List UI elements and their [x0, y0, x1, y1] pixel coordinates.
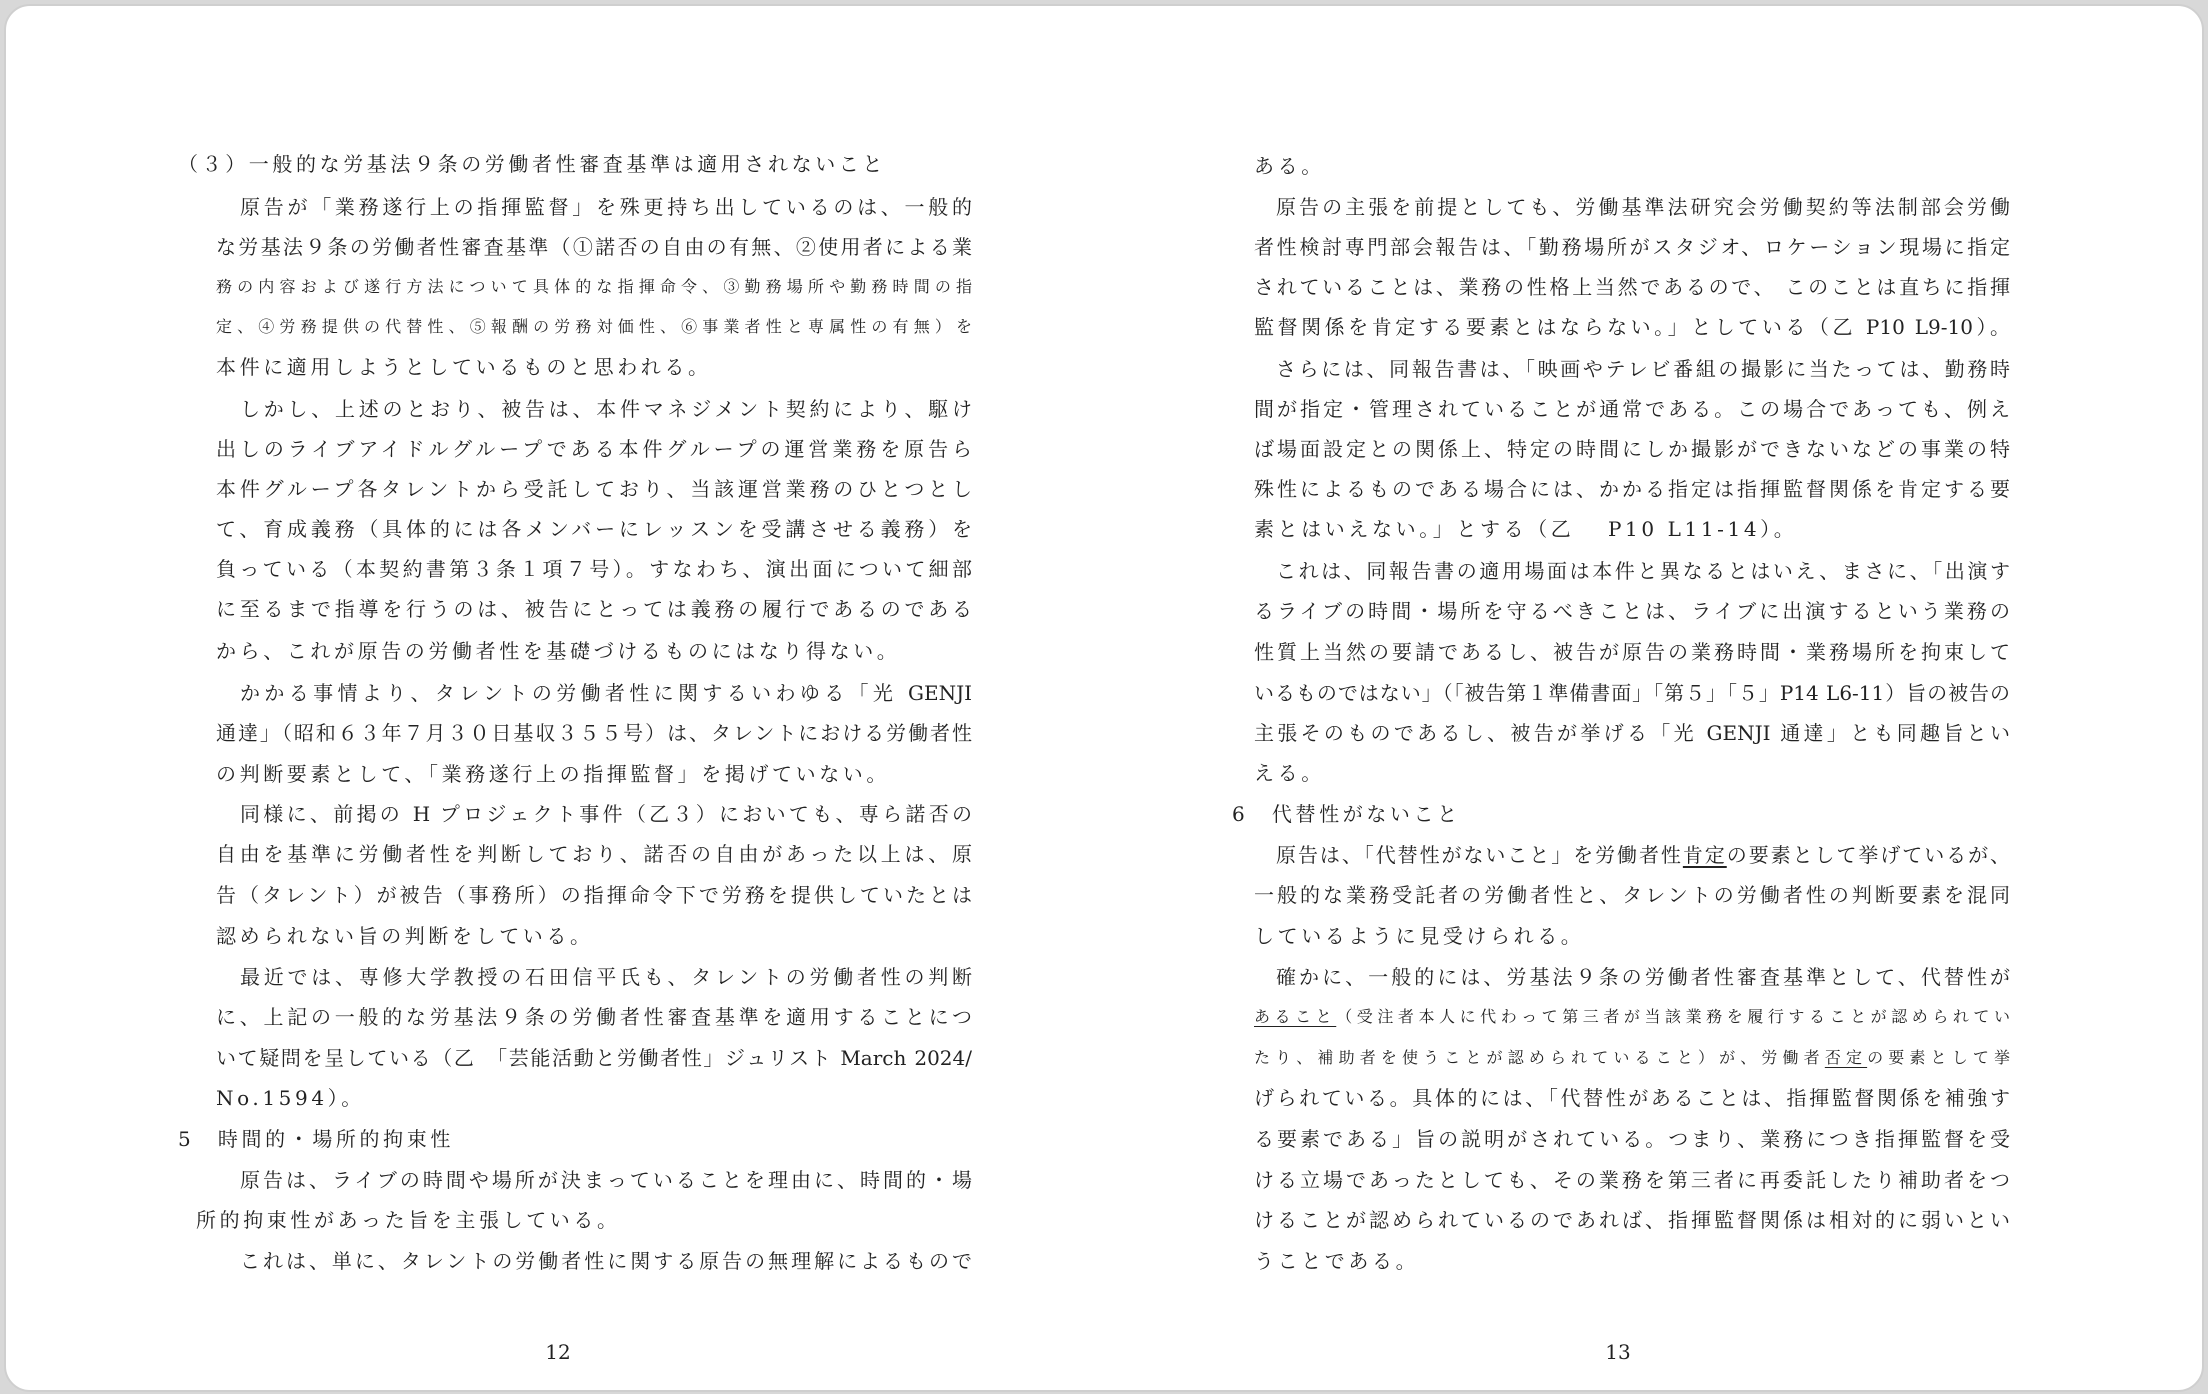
- text-line: さらには、同報告書は、「映画やテレビ番組の撮影に当たっては、勤務時: [1276, 357, 2010, 381]
- underlined-text: あること: [1254, 1007, 1337, 1026]
- text-line: 一般的な業務受託者の労働者性と、タレントの労働者性の判断要素を混同: [1254, 883, 2010, 907]
- text-line: ある。: [1254, 154, 1325, 178]
- text-line: に、上記の一般的な労基法９条の労働者性審査基準を適用することにつ: [216, 1005, 972, 1029]
- text-line: に至るまで指導を行うのは、被告にとっては義務の履行であるのである: [216, 597, 972, 621]
- text-line: うことである。: [1254, 1249, 1420, 1273]
- text-line: かかる事情より、タレントの労働者性に関するいわゆる「光 GENJI: [240, 681, 972, 705]
- text-line: から、これが原告の労働者性を基礎づけるものにはなり得ない。: [216, 639, 901, 663]
- page-13: [1106, 6, 2202, 1390]
- text-line: 確かに、一般的には、労基法９条の労働者性審査基準として、代替性が: [1276, 965, 2010, 989]
- text-line: 間が指定・管理されていることが通常である。この場合であっても、例え: [1254, 397, 2010, 421]
- text-line: しているように見受けられる。: [1254, 924, 1585, 948]
- text-line: 出しのライブアイドルグループである本件グループの運営業務を原告ら: [216, 437, 972, 461]
- text-line: 定、④労務提供の代替性、⑤報酬の労務対価性、⑥事業者性と専属性の有無）を: [216, 317, 972, 336]
- text-line: たり、補助者を使うことが認められていること）が、労働者否定の要素として挙: [1254, 1048, 2010, 1067]
- text-line: 原告が「業務遂行上の指揮監督」を殊更持ち出しているのは、一般的: [240, 195, 972, 219]
- page-number: 12: [545, 1340, 571, 1364]
- text-line: 告（タレント）が被告（事務所）の指揮命令下で労務を提供していたとは: [216, 883, 972, 907]
- text-line: 務の内容および遂行方法について具体的な指揮命令、③勤務場所や勤務時間の指: [216, 277, 972, 296]
- page-12: [6, 6, 1106, 1390]
- underlined-text: 否定: [1824, 1048, 1868, 1067]
- text-line: 最近では、専修大学教授の石田信平氏も、タレントの労働者性の判断: [240, 965, 972, 989]
- text-line: されていることは、業務の性格上当然であるので、 このことは直ちに指揮: [1254, 275, 2010, 299]
- text-line: これは、単に、タレントの労働者性に関する原告の無理解によるもので: [240, 1249, 972, 1273]
- text-line: 同様に、前掲の H プロジェクト事件（乙３）においても、専ら諾否の: [240, 802, 972, 826]
- text-line: 者性検討専門部会報告は、「勤務場所がスタジオ、ロケーション現場に指定: [1254, 235, 2010, 259]
- text-line: て、育成義務（具体的には各メンバーにレッスンを受講させる義務）を: [216, 517, 972, 541]
- text-line: 原告は、「代替性がないこと」を労働者性肯定の要素として挙げているが、: [1276, 843, 2011, 867]
- text-line: 本件に適用しようとしているものと思われる。: [216, 355, 712, 379]
- underlined-text: 肯定: [1682, 843, 1727, 867]
- text-line: No.1594）。: [216, 1086, 365, 1110]
- text-line: 主張そのものであるし、被告が挙げる「光 GENJI 通達」とも同趣旨とい: [1254, 721, 2010, 745]
- section-heading-5: 5 時間的・場所的拘束性: [178, 1127, 454, 1151]
- text-line: けることが認められているのであれば、指揮監督関係は相対的に弱いとい: [1254, 1208, 2010, 1232]
- text-line: 負っている（本契約書第３条１項７号）。すなわち、演出面について細部: [216, 557, 972, 581]
- text-line: 所的拘束性があった旨を主張している。: [196, 1208, 621, 1232]
- text-line: ける立場であったとしても、その業務を第三者に再委託したり補助者をつ: [1254, 1168, 2010, 1192]
- text-line: な労基法９条の労働者性審査基準（①諾否の自由の有無、②使用者による業: [216, 235, 972, 259]
- text-line: しかし、上述のとおり、被告は、本件マネジメント契約により、駆け: [240, 397, 972, 421]
- text-line: 素とはいえない。」とする（乙 P10 L11-14）。: [1254, 517, 1798, 541]
- text-line: 原告は、ライブの時間や場所が決まっていることを理由に、時間的・場: [240, 1168, 972, 1192]
- text-line: いるものではない」（「被告第１準備書面」「第５」「５」P14 L6-11）旨の被告の: [1254, 681, 2010, 705]
- text-line: 通達」（昭和６３年７月３０日基収３５５号）は、タレントにおける労働者性: [216, 721, 972, 745]
- text-line: 性質上当然の要請であるし、被告が原告の業務時間・業務場所を拘束して: [1254, 640, 2010, 664]
- document-viewer: [4, 4, 2204, 1392]
- text-line: これは、同報告書の適用場面は本件と異なるとはいえ、まさに、「出演す: [1276, 559, 2010, 583]
- text-line: る要素である」旨の説明がされている。つまり、業務につき指揮監督を受: [1254, 1127, 2010, 1151]
- text-line: ば場面設定との関係上、特定の時間にしか撮影ができないなどの事業の特: [1254, 437, 2010, 461]
- section-heading-6: 6 代替性がないこと: [1232, 802, 1461, 826]
- text-line: 殊性によるものである場合には、かかる指定は指揮監督関係を肯定する要: [1254, 477, 2010, 501]
- page-number: 13: [1605, 1340, 1631, 1364]
- text-line: あること（受注者本人に代わって第三者が当該業務を履行することが認められてい: [1254, 1007, 2010, 1026]
- text-line: るライブの時間・場所を守るべきことは、ライブに出演するという業務の: [1254, 599, 2010, 623]
- text-line: げられている。具体的には、「代替性があることは、指揮監督関係を補強す: [1254, 1086, 2010, 1110]
- section-heading-3: （３）一般的な労基法９条の労働者性審査基準は適用されないこと: [178, 152, 886, 176]
- text-line: 原告の主張を前提としても、労働基準法研究会労働契約等法制部会労働: [1276, 195, 2010, 219]
- text-line: 自由を基準に労働者性を判断しており、諾否の自由があった以上は、原: [216, 842, 972, 866]
- text-line: の判断要素として、「業務遂行上の指揮監督」を掲げていない。: [216, 762, 890, 786]
- text-line: 本件グループ各タレントから受託しており、当該運営業務のひとつとし: [216, 477, 972, 501]
- text-line: える。: [1254, 761, 1325, 785]
- text-line: 認められない旨の判断をしている。: [216, 924, 594, 948]
- text-line: いて疑問を呈している（乙 「芸能活動と労働者性」ジュリスト March 2024/: [216, 1046, 972, 1070]
- text-line: 監督関係を肯定する要素とはならない。」としている（乙 P10 L9-10）。: [1254, 315, 2010, 339]
